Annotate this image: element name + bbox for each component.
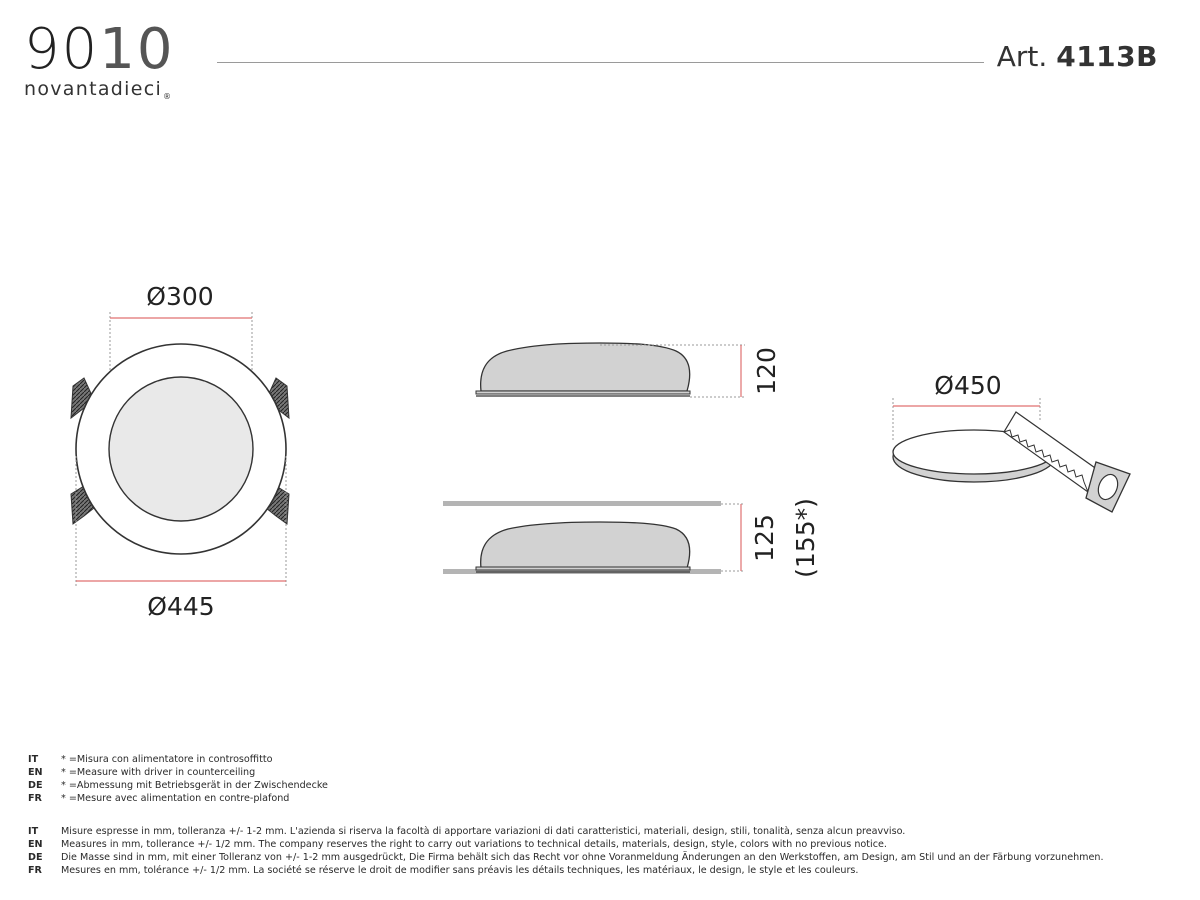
driver-note-fr: [28, 792, 328, 805]
cutout-label: Ø450: [934, 371, 1002, 400]
side-bezel: [476, 391, 690, 394]
side-view: [476, 343, 781, 397]
note-lang: FR: [28, 865, 42, 876]
tolerance-note-de: [28, 851, 1104, 864]
recessed-height-driver-label: (155*): [791, 498, 820, 578]
cutout-view: [893, 371, 1130, 512]
side-height-label: 120: [752, 347, 781, 395]
tolerance-note-fr: [28, 864, 1104, 877]
driver-note-it: [28, 753, 328, 766]
driver-notes: [28, 753, 328, 805]
tolerance-notes: [28, 825, 1104, 877]
note-lang: DE: [28, 780, 43, 791]
note-text: Measures in mm, tollerance +/- 1/2 mm. The company reserves the right to carry out variations to technical details, materials, design, style, colors with no previous notice.: [61, 839, 887, 850]
tolerance-note-it: [28, 825, 1104, 838]
logo-wordmark-text: novantadieci: [24, 78, 163, 100]
tolerance-note-en: [28, 838, 1104, 851]
logo-numerals-bold: 90: [24, 17, 100, 82]
recessed-height-label: 125: [750, 514, 779, 562]
article-prefix: Art.: [996, 40, 1048, 73]
note-lang: IT: [28, 754, 39, 765]
side-body: [481, 343, 690, 391]
diffuser-disc: [109, 377, 253, 521]
note-lang: IT: [28, 826, 39, 837]
driver-note-en: [28, 766, 328, 779]
note-lang: EN: [28, 839, 43, 850]
note-text: * =Abmessung mit Betriebsgerät in der Zwischendecke: [61, 780, 328, 791]
front-view: [71, 282, 289, 621]
note-text: Die Masse sind in mm, mit einer Tolleranz von +/- 1-2 mm ausgedrückt, Die Firma behält sich das Recht vor ohne Voranmeldung Änderungen an den Werkstoffen, am Design, am Stil und an der Färbung vorzunehmen.: [61, 852, 1104, 863]
recessed-view: [443, 498, 820, 578]
registered-mark: ®: [163, 92, 173, 101]
front-outer-label: Ø445: [147, 592, 215, 621]
recessed-body: [481, 522, 690, 568]
ceiling-upper-line: [443, 501, 721, 506]
recessed-bezel: [476, 567, 690, 570]
note-text: * =Misura con alimentatore in controsoffitto: [61, 754, 273, 765]
note-lang: EN: [28, 767, 43, 778]
note-text: * =Measure with driver in counterceiling: [61, 767, 256, 778]
logo-numerals-light: 10: [99, 17, 175, 82]
note-lang: DE: [28, 852, 43, 863]
driver-note-de: [28, 779, 328, 792]
note-text: Mesures en mm, tolérance +/- 1/2 mm. La société se réserve le droit de modifier sans préavis les détails techniques, les matériaux, le design, le style et les couleurs.: [61, 865, 859, 876]
article-code: 4113B: [1056, 40, 1158, 73]
note-lang: FR: [28, 793, 42, 804]
note-text: Misure espresse in mm, tolleranza +/- 1-2 mm. L'azienda si riserva la facoltà di apportare variazioni di dati caratteristici, materiali, design, stili, tonalità, senza alcun preavviso.: [61, 826, 906, 837]
front-width-label: Ø300: [146, 282, 214, 311]
note-text: * =Mesure avec alimentation en contre-plafond: [61, 793, 290, 804]
